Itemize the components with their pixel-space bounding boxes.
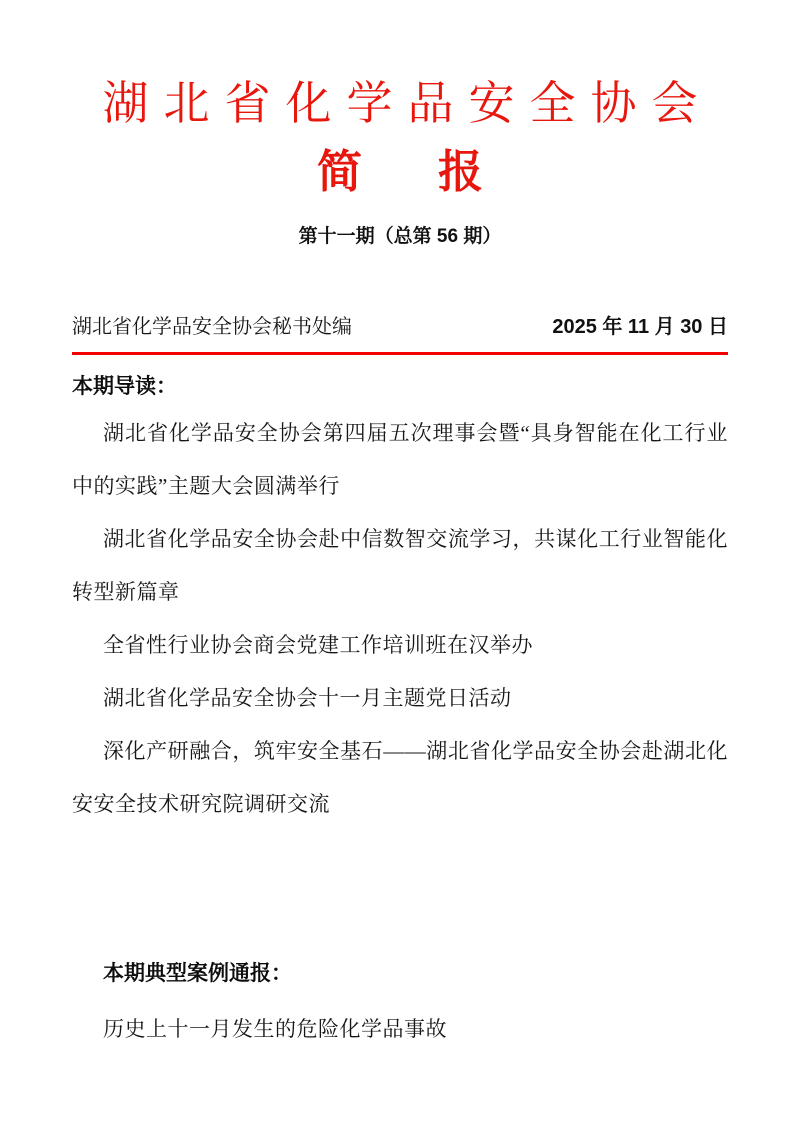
guide-item: 深化产研融合，筑牢安全基石——湖北省化学品安全协会赴湖北化安安全技术研究院调研交流 [72, 739, 728, 817]
guide-item: 湖北省化学品安全协会赴中信数智交流学习，共谋化工行业智能化转型新篇章 [72, 527, 728, 605]
publish-date: 2025 年 11 月 30 日 [552, 316, 728, 339]
issue-number-line: 第十一期（总第 56 期） [298, 226, 502, 248]
guide-item-list [72, 407, 728, 831]
bulletin-title-char-1: 简 [316, 147, 362, 198]
bulletin-title-char-2: 报 [438, 147, 484, 198]
cases-section-heading: 本期典型案例通报： [103, 962, 292, 986]
guide-item: 湖北省化学品安全协会十一月主题党日活动 [103, 686, 512, 711]
guide-section-heading: 本期导读： [72, 375, 177, 399]
meta-row [72, 310, 728, 339]
bulletin-title [72, 147, 728, 198]
guide-item: 湖北省化学品安全协会第四届五次理事会暨“具身智能在化工行业中的实践”主题大会圆满举行 [72, 421, 728, 499]
cases-item: 历史上十一月发生的危险化学品事故 [103, 1017, 447, 1042]
guide-item: 全省性行业协会商会党建工作培训班在汉举办 [103, 633, 533, 658]
editor-line: 湖北省化学品安全协会秘书处编 [72, 316, 352, 339]
organization-title: 湖北省化学品安全协会 [102, 78, 713, 129]
red-divider-rule [72, 352, 728, 355]
